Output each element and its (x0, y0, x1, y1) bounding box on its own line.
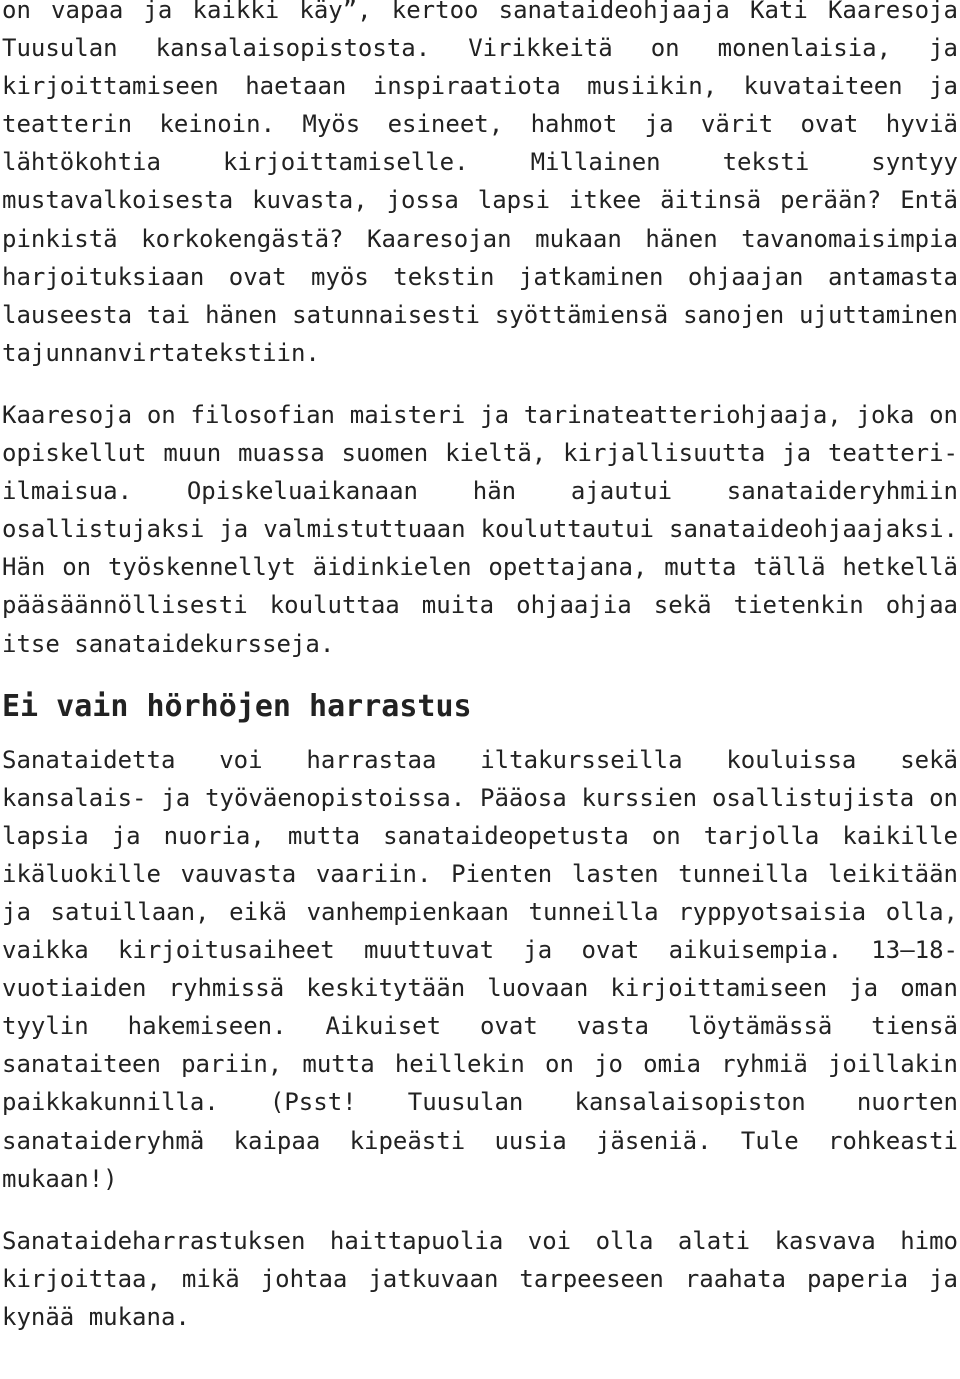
paragraph-exercises: on vapaa ja kaikki käy”, kertoo sanataideohjaaja Kati Kaaresoja Tuusulan kansalaisopistosta. Virikkeitä on monenlaisia, ja kirjoittamiseen haetaan inspiraatiota musiikin, kuvataiteen ja teatterin keinoin. Myös esineet, hahmot ja värit ovat hyviä lähtökohtia kirjoittamiselle. Millainen teksti syntyy mustavalkoisesta kuvasta, jossa lapsi itkee äitinsä perään? Entä pinkistä korkokengästä? Kaaresojan mukaan hänen tavanomaisimpia harjoituksiaan ovat myös tekstin jatkaminen ohjaajan antamasta lauseesta tai hänen satunnaisesti syöttämiensä sanojen ujuttaminen tajunnanvirtatekstiin. (2, 0, 958, 367)
paragraph-downsides: Sanataideharrastuksen haittapuolia voi olla alati kasvava himo kirjoittaa, mikä johtaa jatkuvaan tarpeeseen raahata paperia ja kynää mukana. (2, 1226, 958, 1331)
paragraph-kaaresoja-bio: Kaaresoja on filosofian maisteri ja tarinateatteriohjaaja, joka on opiskellut muun muassa suomen kieltä, kirjallisuutta ja teatteri-ilmaisua. Opiskeluaikanaan hän ajautui sanataideryhmiin osallistujaksi ja valmistuttuaan kouluttautui sanataideohjaajaksi. Hän on työskennellyt äidinkielen opettajana, mutta tällä hetkellä pääsäännöllisesti kouluttaa muita ohjaajia sekä tietenkin ohjaa itse sanataidekursseja. (2, 400, 958, 658)
article-body (2, 0, 958, 1360)
section-heading: Ei vain hörhöjen harrastus (2, 688, 472, 724)
paragraph-hobby-groups: Sanataidetta voi harrastaa iltakursseilla kouluissa sekä kansalais- ja työväenopistoissa. Pääosa kurssien osallistujista on lapsia ja nuoria, mutta sanataideopetusta on tarjolla kaikille ikäluokille vauvasta vaariin. Pienten lasten tunneilla leikitään ja satuillaan, eikä vanhempienkaan tunneilla ryppyotsaisia olla, vaikka kirjoitusaiheet muuttuvat ja ovat aikuisempia. 13–18-vuotiaiden ryhmissä keskitytään luovaan kirjoittamiseen ja oman tyylin hakemiseen. Aikuiset ovat vasta löytämässä tiensä sanataiteen pariin, mutta heillekin on jo omia ryhmiä joillakin paikkakunnilla. (Psst! Tuusulan kansalaisopiston nuorten sanataideryhmä kaipaa kipeästi uusia jäseniä. Tule rohkeasti mukaan!) (2, 745, 958, 1193)
